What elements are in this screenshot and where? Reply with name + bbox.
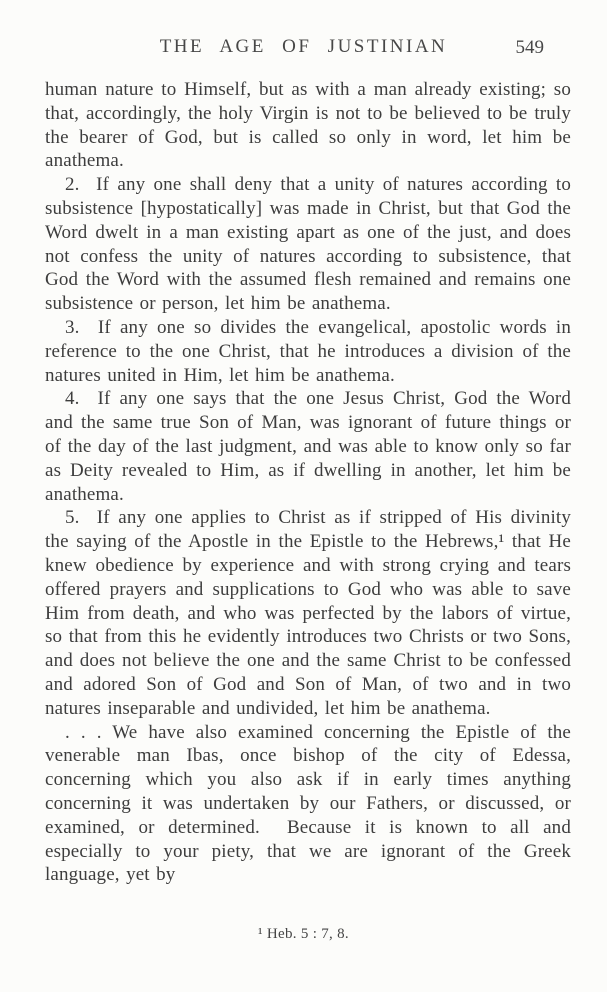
body-text xyxy=(45,78,571,887)
paragraph-anathema-2: 2. If any one shall deny that a unity of natures according to subsistence [hypostatically] was made in Christ, but that God the Word dwelt in a man existing apart as one of the just, and does not confess the unity of natures according to subsistence, that God the Word with the assumed flesh remained and remains one subsistence or person, let him be anathema. xyxy=(45,174,571,315)
paragraph-continuation: human nature to Himself, but as with a man already existing; so that, accordingly, the holy Virgin is not to be believed to be truly the bearer of God, but is called so only in word, let him be anathema. xyxy=(45,79,571,172)
paragraph-anathema-4: 4. If any one says that the one Jesus Christ, God the Word and the same true Son of Man, was ignorant of future things or of the day of the last judgment, and was able to know only so far as Deity revealed to Him, as if dwelling in another, let him be anathema. xyxy=(45,388,571,505)
paragraph-epistle-of-ibas: . . . We have also examined concerning the Epistle of the venerable man Ibas, once bishop of the city of Edessa, concerning which you also ask if in early times anything concerning it was undertaken by our Fathers, or discussed, or examined, or determined. Because it is known to all and especially to your piety, that we are ignorant of the Greek language, yet by xyxy=(45,721,571,886)
paragraph-anathema-3: 3. If any one so divides the evangelical, apostolic words in reference to the one Christ, that he introduces a division of the natures united in Him, let him be anathema. xyxy=(45,316,571,386)
page-title: THE AGE OF JUSTINIAN xyxy=(159,36,448,57)
footnote: ¹ Heb. 5 : 7, 8. xyxy=(258,926,349,942)
running-head xyxy=(0,0,607,62)
page-number: 549 xyxy=(515,37,544,58)
paragraph-anathema-5: 5. If any one applies to Christ as if stripped of His divinity the saying of the Apostle in the Epistle to the Hebrews,¹ that He knew obedience by experience and with strong crying and tears offered prayers and supplications to God who was able to save Him from death, and who was perfected by the labors of virtue, so that from this he evidently introduces two Christs or two Sons, and does not believe the one and the same Christ to be confessed and adored Son of God and Son of Man, of two and in two natures inseparable and undivided, let him be anathema. xyxy=(45,507,571,719)
